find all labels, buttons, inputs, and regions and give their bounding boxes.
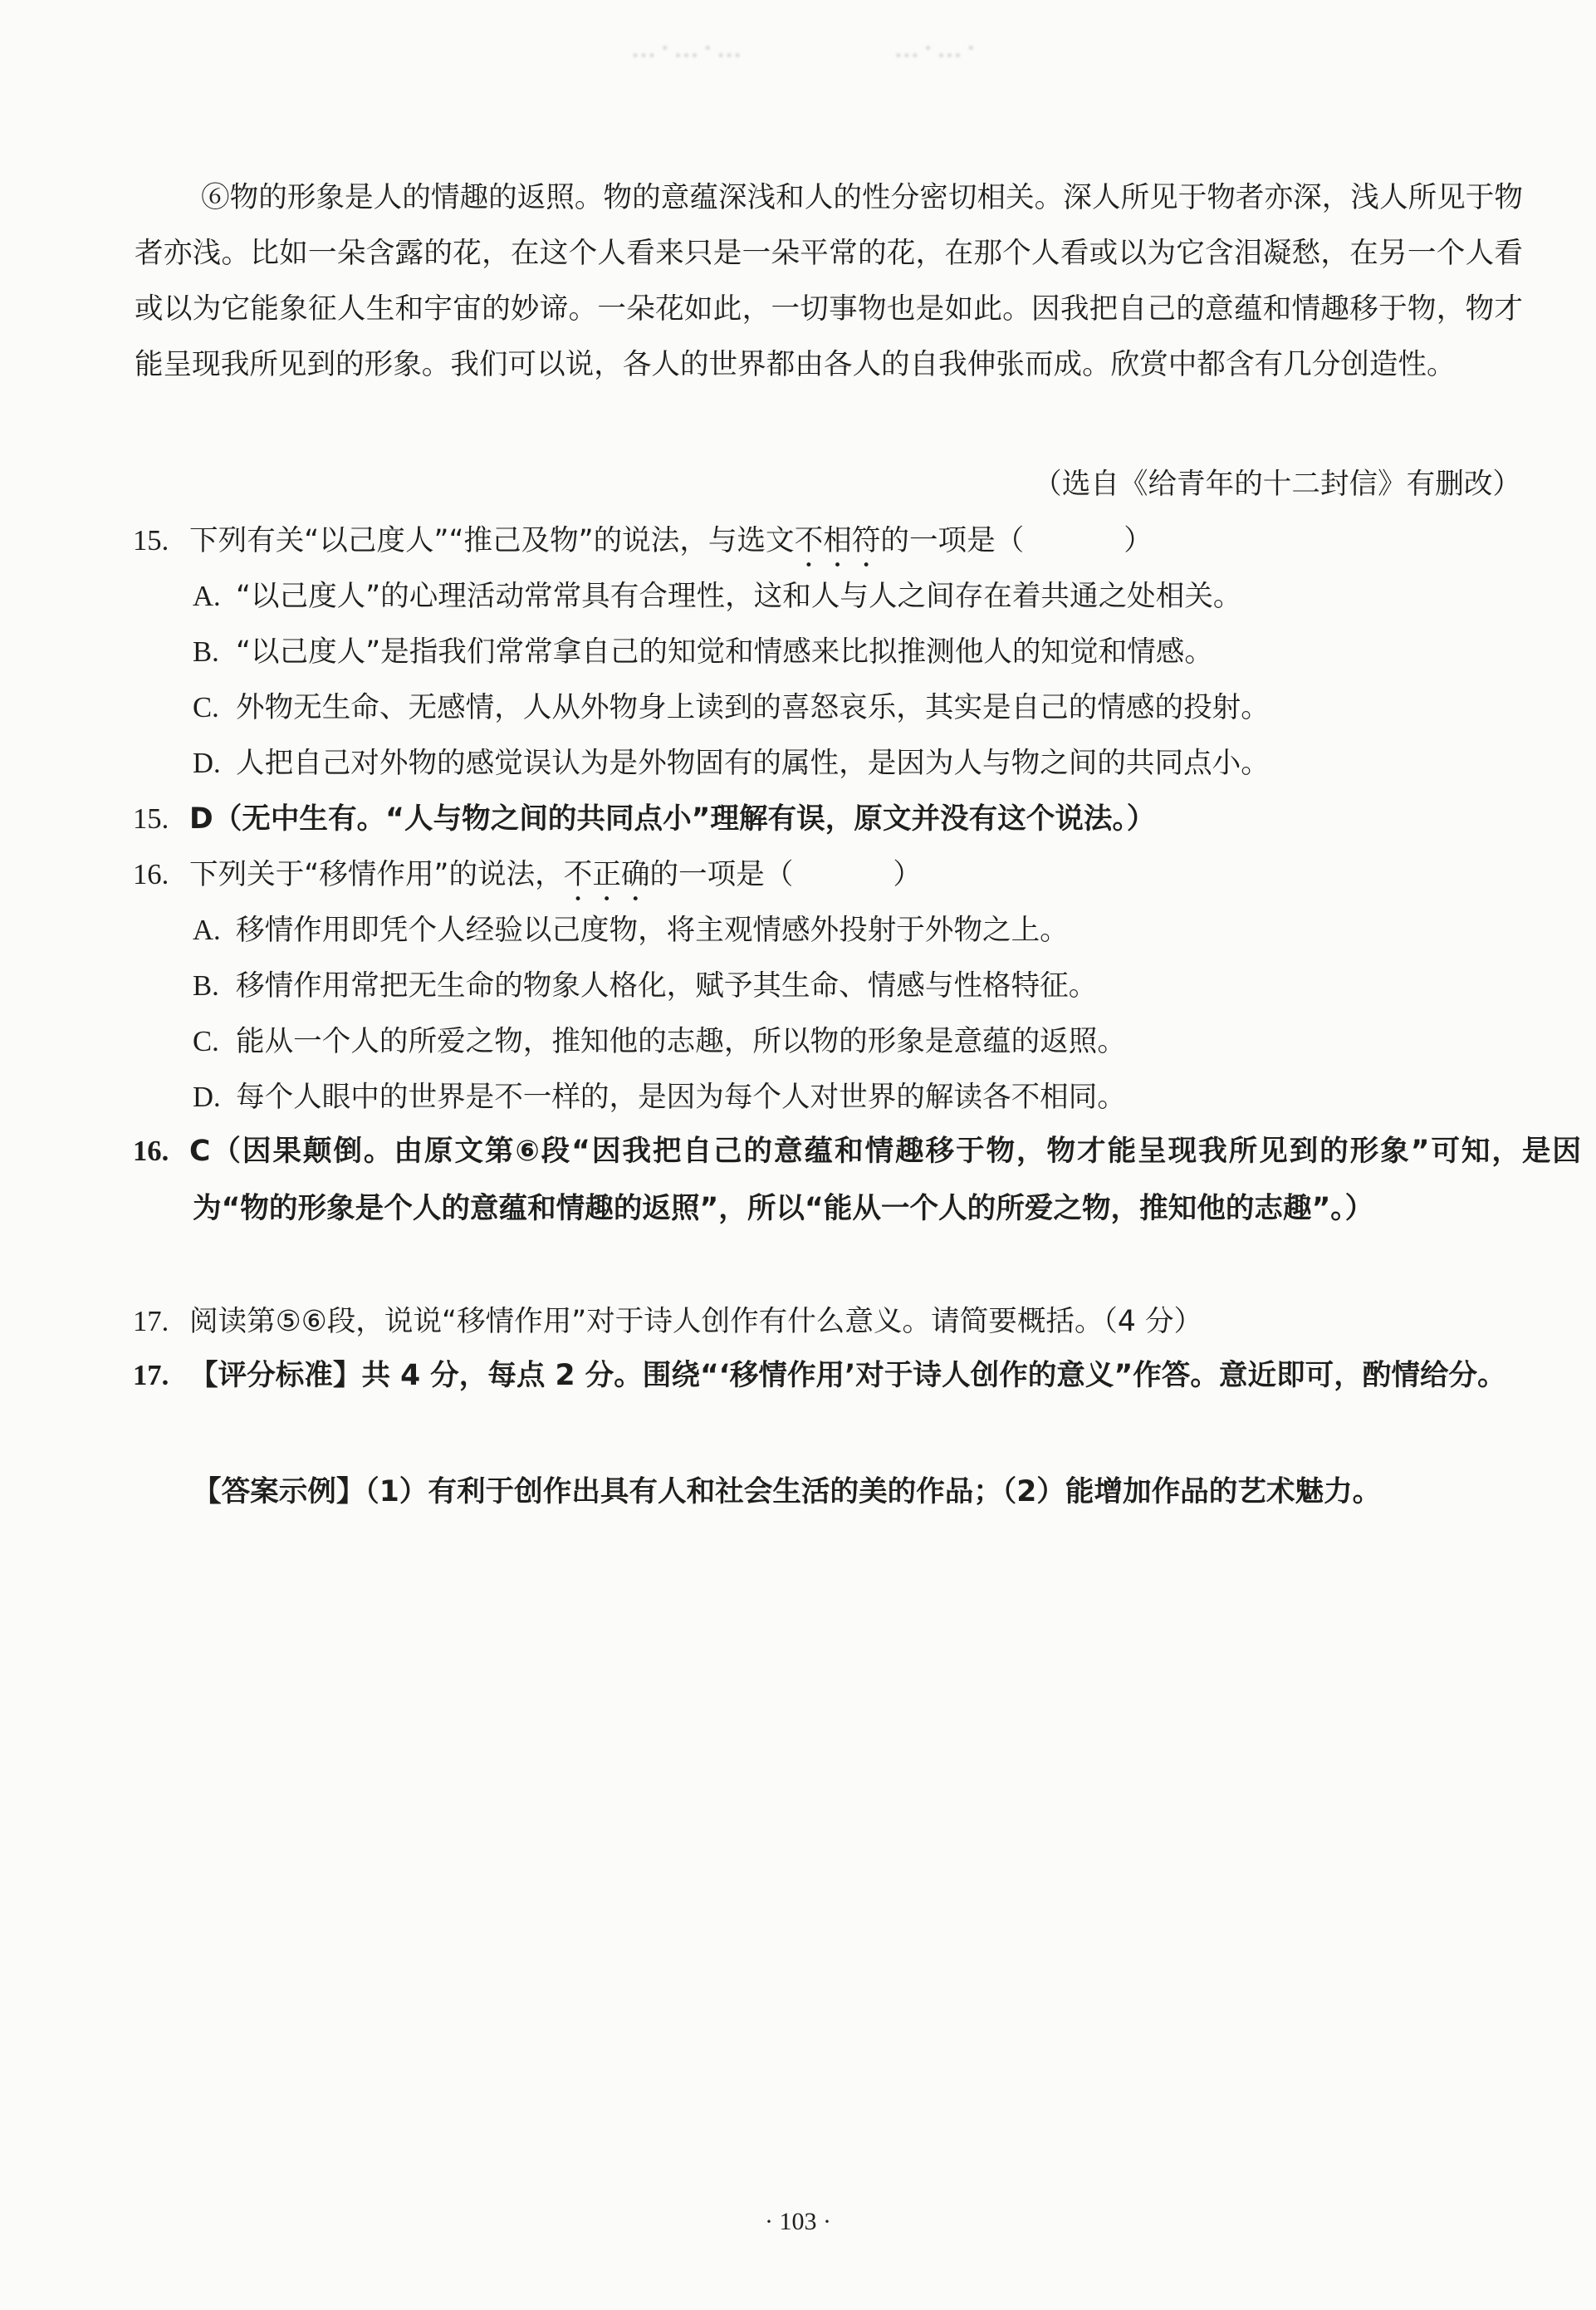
- question-17-scoring: [135, 1347, 1581, 1405]
- page-number: · 103 ·: [765, 2208, 831, 2235]
- emphasized-text: 不相符: [794, 524, 881, 557]
- question-15-stem: [135, 513, 1523, 574]
- stem-text: 的一项是（: [880, 524, 1025, 557]
- scoring-text: 【评分标准】共 4 分，每点 2 分。围绕“‘移情作用’对于诗人创作的意义”作答。意近即可，酌情给分。: [189, 1359, 1506, 1392]
- option-letter: A.: [193, 581, 221, 612]
- option-text: “以己度人”的心理活动常常具有合理性，这和人与人之间存在着共通之处相关。: [236, 580, 1242, 613]
- stem-text: ）: [893, 858, 922, 891]
- question-16-stem: [135, 847, 1523, 908]
- answer-text: D（无中生有。“人与物之间的共同点小”理解有误，原文并没有这个说法。）: [189, 802, 1156, 836]
- question-16-answer: [135, 1123, 1581, 1238]
- option-letter: B.: [193, 970, 219, 1002]
- passage: [135, 170, 1523, 393]
- answer-number: 17.: [133, 1360, 169, 1391]
- option-text: 外物无生命、无感情，人从外物身上读到的喜怒哀乐，其实是自己的情感的投射。: [236, 691, 1270, 724]
- option-letter: D.: [193, 748, 221, 779]
- stem-text: 阅读第⑤⑥段，说说“移情作用”对于诗人创作有什么意义。请简要概括。（4 分）: [189, 1305, 1203, 1338]
- question-15-option-d: [193, 736, 1521, 792]
- option-text: 每个人眼中的世界是不一样的，是因为每个人对世界的解读各不相同。: [236, 1081, 1126, 1114]
- stem-text: ）: [1124, 524, 1153, 557]
- option-text: “以己度人”是指我们常常拿自己的知觉和情感来比拟推测他人的知觉和情感。: [236, 635, 1213, 669]
- passage-paragraph-6: ⑥物的形象是人的情趣的返照。物的意蕴深浅和人的性分密切相关。深人所见于物者亦深，浅人所见于物者亦浅。比如一朵含露的花，在这个人看来只是一朵平常的花，在那个人看或以为它含泪凝愁，在另一个人看或以为它能象征人生和宇宙的妙谛。一朵花如此，一切事物也是如此。因我把自己的意蕴和情趣移于物，物才能呈现我所见到的形象。我们可以说，各人的世界都由各人的自我伸张而成。欣赏中都含有几分创造性。: [135, 181, 1523, 381]
- option-letter: A.: [193, 915, 221, 946]
- header-faint-mark-left: …·…·…: [631, 33, 747, 63]
- emphasized-text: 不正确: [563, 858, 650, 891]
- question-15-option-a: [193, 569, 1521, 625]
- option-letter: B.: [193, 636, 219, 668]
- option-text: 人把自己对外物的感觉误认为是外物固有的属性，是因为人与物之间的共同点小。: [236, 747, 1270, 780]
- question-16-option-a: [193, 903, 1521, 959]
- question-15-option-c: [193, 680, 1521, 736]
- question-16-option-c: [193, 1014, 1521, 1070]
- stem-text: 下列关于“移情作用”的说法，: [189, 858, 564, 891]
- header-faint-mark-right: …·…·: [893, 33, 980, 63]
- passage-source: （选自《给青年的十二封信》有删改）: [1033, 468, 1521, 501]
- header-faint-marks: [631, 32, 980, 65]
- question-15-answer: [135, 792, 1523, 847]
- option-letter: D.: [193, 1081, 221, 1113]
- option-text: 能从一个人的所爱之物，推知他的志趣，所以物的形象是意蕴的返照。: [236, 1025, 1126, 1058]
- option-letter: C.: [193, 1026, 219, 1057]
- option-text: 移情作用即凭个人经验以己度物，将主观情感外投射于外物之上。: [236, 914, 1069, 947]
- question-17-example: 【答案示例】（1）有利于创作出具有人和社会生活的美的作品；（2）能增加作品的艺术魅力。: [193, 1475, 1382, 1508]
- answer-number: 16.: [133, 1135, 169, 1167]
- question-16-option-d: [193, 1070, 1521, 1126]
- question-number: 16.: [133, 859, 169, 890]
- option-letter: C.: [193, 692, 219, 723]
- question-number: 17.: [133, 1306, 169, 1337]
- stem-text: 的一项是（: [649, 858, 794, 891]
- answer-text: C（因果颠倒。由原文第⑥段“因我把自己的意蕴和情趣移于物，物才能呈现我所见到的形象”可知，是因为“物的形象是个人的意蕴和情趣的返照”，所以“能从一个人的所爱之物，推知他的志趣”。）: [189, 1135, 1581, 1225]
- stem-text: 下列有关“以己度人”“推己及物”的说法，与选文: [189, 524, 795, 557]
- option-text: 移情作用常把无生命的物象人格化，赋予其生命、情感与性格特征。: [236, 969, 1098, 1003]
- question-15-option-b: [193, 625, 1521, 680]
- question-number: 15.: [133, 525, 169, 557]
- question-16-option-b: [193, 959, 1521, 1014]
- question-17-stem: [135, 1294, 1523, 1350]
- answer-number: 15.: [133, 803, 169, 835]
